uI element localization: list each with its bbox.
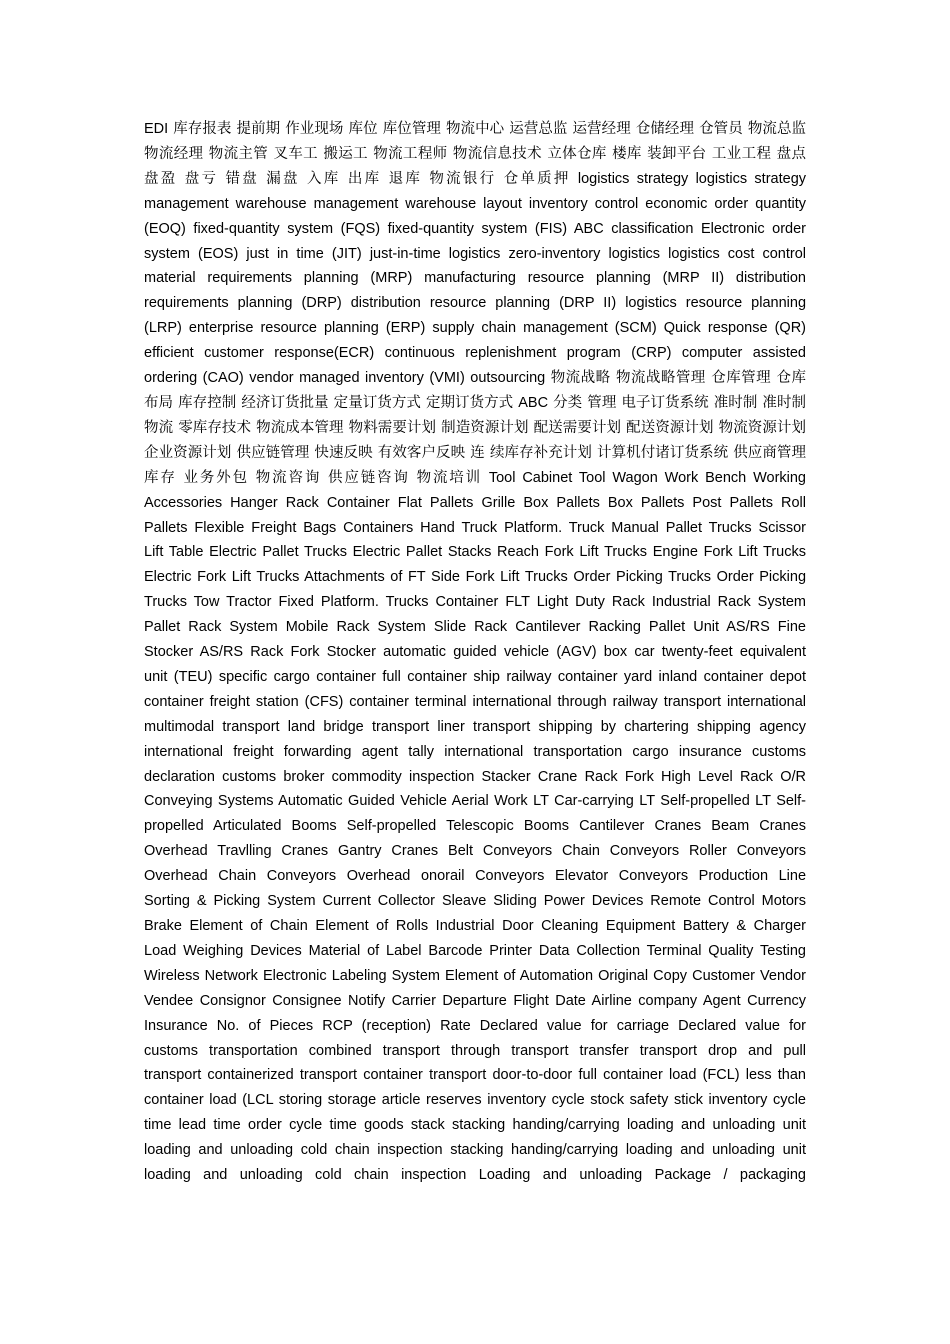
text-line: classification Electronic order system (EOS) just in time (JIT) just-in-time logistics zero-inventory — [144, 220, 807, 262]
text-line: 工业工程 盘点 盘盈 盘亏 错盘 漏盘 入库 出库 退库 物流银行 仓单质押 logistics strategy — [144, 145, 806, 187]
text-line: logistics resource planning (LRP) enterprise resource planning (ERP) supply chain management — [144, 295, 807, 337]
text-line: Consignor Consignee Notify Carrier Departure Flight Date Airline company Agent Currency — [199, 992, 807, 1009]
text-line: 物流总监 物流经理 物流主管 叉车工 搬运工 物流工程师 物流信息技术 立体仓库 楼库 装卸平台 — [144, 121, 807, 162]
text-line: container load (LCL storing storage article reserves inventory cycle stock safety stick inventory — [144, 1092, 768, 1109]
text-line: planning (MRP II) distribution requirements planning (DRP) distribution resource planning (DRP II) — [144, 270, 806, 312]
text-line: Current Collector Sleave Sliding Power Devices Remote Control Motors Brake Element of Chain — [144, 893, 806, 934]
text-line: unit loading and unloading cold chain inspection stacking handing/carrying loading and unloading — [144, 1117, 807, 1159]
text-line: Electronic Labeling System Element of Automation Original Copy Customer Vendor Vendee — [144, 967, 806, 1009]
text-line: (CRP) computer assisted ordering (CAO) vendor managed inventory (VMI) outsourcing 物流战略 — [144, 345, 806, 387]
text-line: transport shipping by chartering shipping agency international freight forwarding agent tally — [144, 718, 806, 760]
text-line: logistics strategy management warehouse management warehouse layout inventory control — [144, 170, 807, 212]
text-line: Tool Cabinet Tool Wagon Work Bench Working Accessories Hanger Rack Container Flat Pallets — [144, 469, 806, 511]
text-line: logistics logistics cost control material requirements planning (MRP) manufacturing resource — [144, 245, 807, 287]
text-line: Overhead onorail Conveyors Elevator Conveyors Production Line Sorting & Picking System — [144, 868, 807, 910]
text-line: vehicle (AGV) box car twenty-feet equivalent unit (TEU) specific cargo container full container ship — [144, 644, 806, 685]
body-paragraph — [144, 117, 806, 1188]
text-line: Insurance No. of Pieces RCP (reception) Rate Declared value for carriage Declared value for — [144, 1017, 806, 1034]
text-line: Platform. Truck Manual Pallet Trucks Scissor Lift Table Electric Pallet Trucks Electric Pallet Stacks — [144, 519, 807, 561]
text-line: cycle time lead time order cycle time goods stack stacking handing/carrying loading and unloading — [144, 1092, 806, 1134]
text-line: 配送需要计划 配送资源计划 物流资源计划 企业资源计划 供应链管理 快速反映 有效客户反映 连 — [144, 419, 806, 461]
text-line: Grille Box Pallets Box Pallets Post Pallets Roll Pallets Flexible Freight Bags Containers Hand Truck — [144, 494, 806, 536]
text-line: customs transportation combined transport through transport transfer transport drop and pull — [144, 1042, 806, 1059]
text-line: Reach Fork Lift Trucks Engine Fork Lift Trucks Electric Fork Lift Trucks Attachments of FT Side Fork — [144, 544, 806, 586]
text-line: Gantry Cranes Belt Conveyors Chain Conveyors Roller Conveyors Overhead Chain Conveyors — [144, 843, 807, 885]
text-line: Self-propelled Telescopic Booms Cantilever Cranes Beam Cranes Overhead Travlling Cranes — [144, 818, 806, 860]
text-line: international transportation cargo insurance customs declaration customs broker commodity — [144, 743, 807, 785]
text-line: Vehicle Aerial Work LT Car-carrying LT Self-propelled LT Self-propelled Articulated Booms — [144, 793, 807, 835]
text-line: 物流战略管理 仓库管理 仓库布局 库存控制 经济订货批量 定量订货方式 定期订货方式 ABC 分类 — [144, 370, 806, 411]
text-line: railway container yard inland container depot container freight station (CFS) container terminal — [144, 668, 806, 710]
text-line: inspection Stacker Crane Rack Fork High Level Rack O/R Conveying Systems Automatic Guided — [144, 768, 806, 810]
text-line: Cantilever Racking Pallet Unit AS/RS Fine Stocker AS/RS Rack Fork Stocker automatic guided — [144, 619, 806, 661]
text-line: economic order quantity (EOQ) fixed-quantity system (FQS) fixed-quantity system (FIS) ABC — [144, 195, 806, 237]
text-line: 管理 电子订货系统 准时制 准时制物流 零库存技术 物流成本管理 物料需要计划 制造资源计划 — [144, 394, 806, 436]
text-line: FLT Light Duty Rack Industrial Rack System Pallet Rack System Mobile Rack System Slide Rack — [144, 594, 806, 636]
text-line: Element of Rolls Industrial Door Cleaning Equipment Battery & Charger Load Weighing Devices — [144, 918, 806, 959]
text-line: (SCM) Quick response (QR) efficient customer response(ECR) continuous replenishment program — [144, 320, 806, 362]
text-line: EDI 库存报表 提前期 作业现场 库位 库位管理 物流中心 运营总监 运营经理 仓储经理 仓管员 — [144, 121, 743, 137]
text-line: 续库存补充计划 计算机付诸订货系统 供应商管理库存 业务外包 物流咨询 供应链咨询 物流培训 — [144, 444, 806, 486]
text-line: Lift Trucks Order Picking Trucks Order Picking Trucks Tow Tractor Fixed Platform. Trucks Container — [144, 569, 807, 611]
text-line: unit loading and unloading cold chain inspection Loading and unloading Package / packaging — [144, 1142, 806, 1184]
text-line: international through railway transport international multimodal transport land bridge transport liner — [144, 693, 806, 735]
text-line: Material of Label Barcode Printer Data Collection Terminal Quality Testing Wireless Network — [144, 942, 806, 984]
text-line: transport containerized transport container transport door-to-door full container load (FCL) less than — [144, 1067, 806, 1084]
